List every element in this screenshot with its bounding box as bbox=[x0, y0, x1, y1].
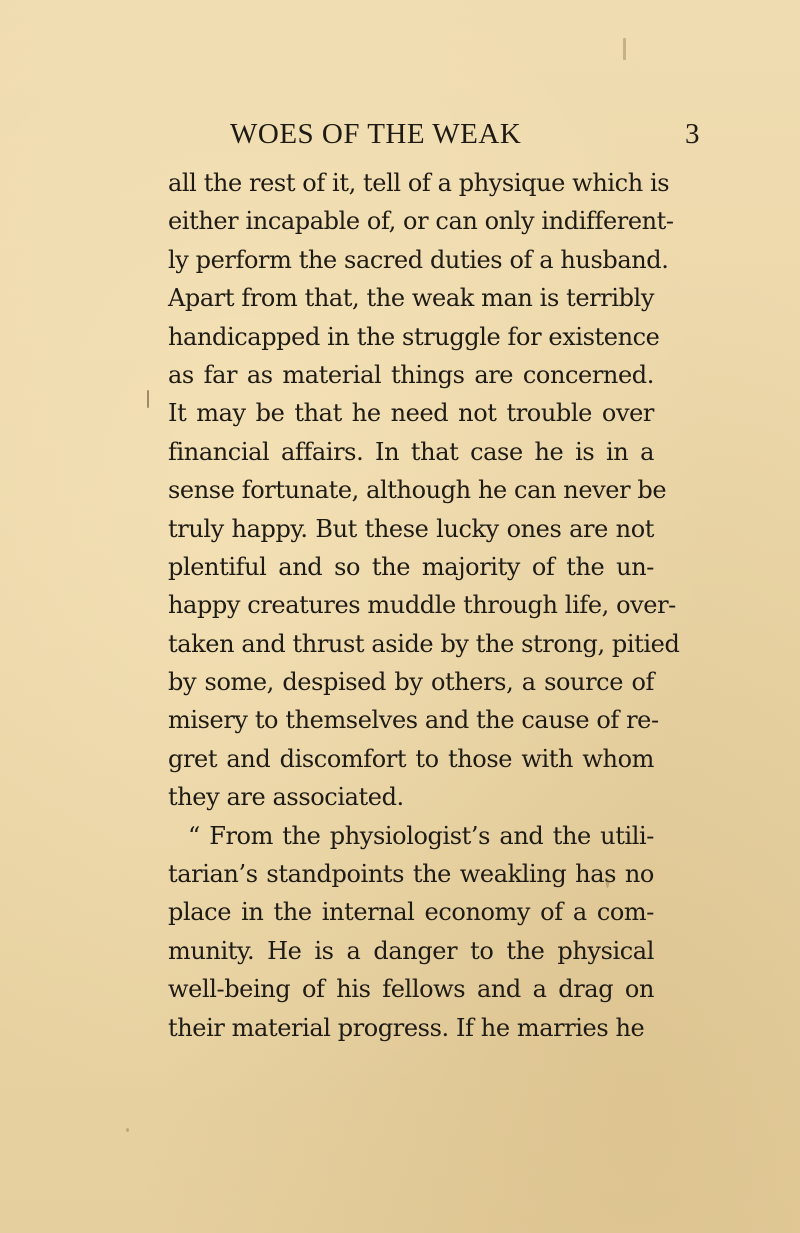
text-line: munity. He is a danger to the physical bbox=[168, 936, 654, 965]
paper-speck bbox=[147, 390, 149, 408]
text-line: as far as material things are concerned. bbox=[168, 360, 654, 389]
text-line: they are associated. bbox=[168, 783, 404, 812]
text-line: their material progress. If he marries he bbox=[168, 1013, 645, 1042]
text-line: Apart from that, the weak man is terribly bbox=[168, 284, 654, 313]
text-line: It may be that he need not trouble over bbox=[168, 399, 654, 428]
text-line: gret and discomfort to those with whom bbox=[168, 744, 654, 773]
running-head bbox=[230, 114, 700, 154]
text-line: place in the internal economy of a com- bbox=[168, 898, 654, 927]
text-line: happy creatures muddle through life, over- bbox=[168, 591, 676, 620]
text-line: truly happy. But these lucky ones are not bbox=[168, 514, 654, 543]
text-line: sense fortunate, although he can never be bbox=[168, 476, 667, 505]
body-text bbox=[168, 164, 680, 1047]
text-line: all the rest of it, tell of a physique which is bbox=[168, 169, 670, 197]
text-line: taken and thrust aside by the strong, pitied bbox=[168, 629, 680, 658]
text-line: financial affairs. In that case he is in a bbox=[168, 437, 654, 466]
text-line: plentiful and so the majority of the un- bbox=[168, 552, 654, 581]
paper-speck bbox=[606, 878, 609, 888]
paper-speck bbox=[126, 1128, 129, 1132]
text-line: either incapable of, or can only indifferent- bbox=[168, 207, 674, 236]
text-line: by some, despised by others, a source of bbox=[168, 668, 654, 697]
text-line: handicapped in the struggle for existence bbox=[168, 322, 660, 351]
paper-speck bbox=[623, 38, 626, 60]
text-line: ly perform the sacred duties of a husband. bbox=[168, 245, 669, 274]
text-line: misery to themselves and the cause of re- bbox=[168, 706, 659, 735]
text-line: tarian’s standpoints the weakling has no bbox=[168, 860, 654, 889]
text-line: well-being of his fellows and a drag on bbox=[168, 975, 654, 1004]
text-line: “ From the physiologist’s and the utili- bbox=[188, 821, 654, 850]
page-number: 3 bbox=[685, 118, 700, 150]
chapter-title: WOES OF THE WEAK bbox=[230, 118, 522, 150]
